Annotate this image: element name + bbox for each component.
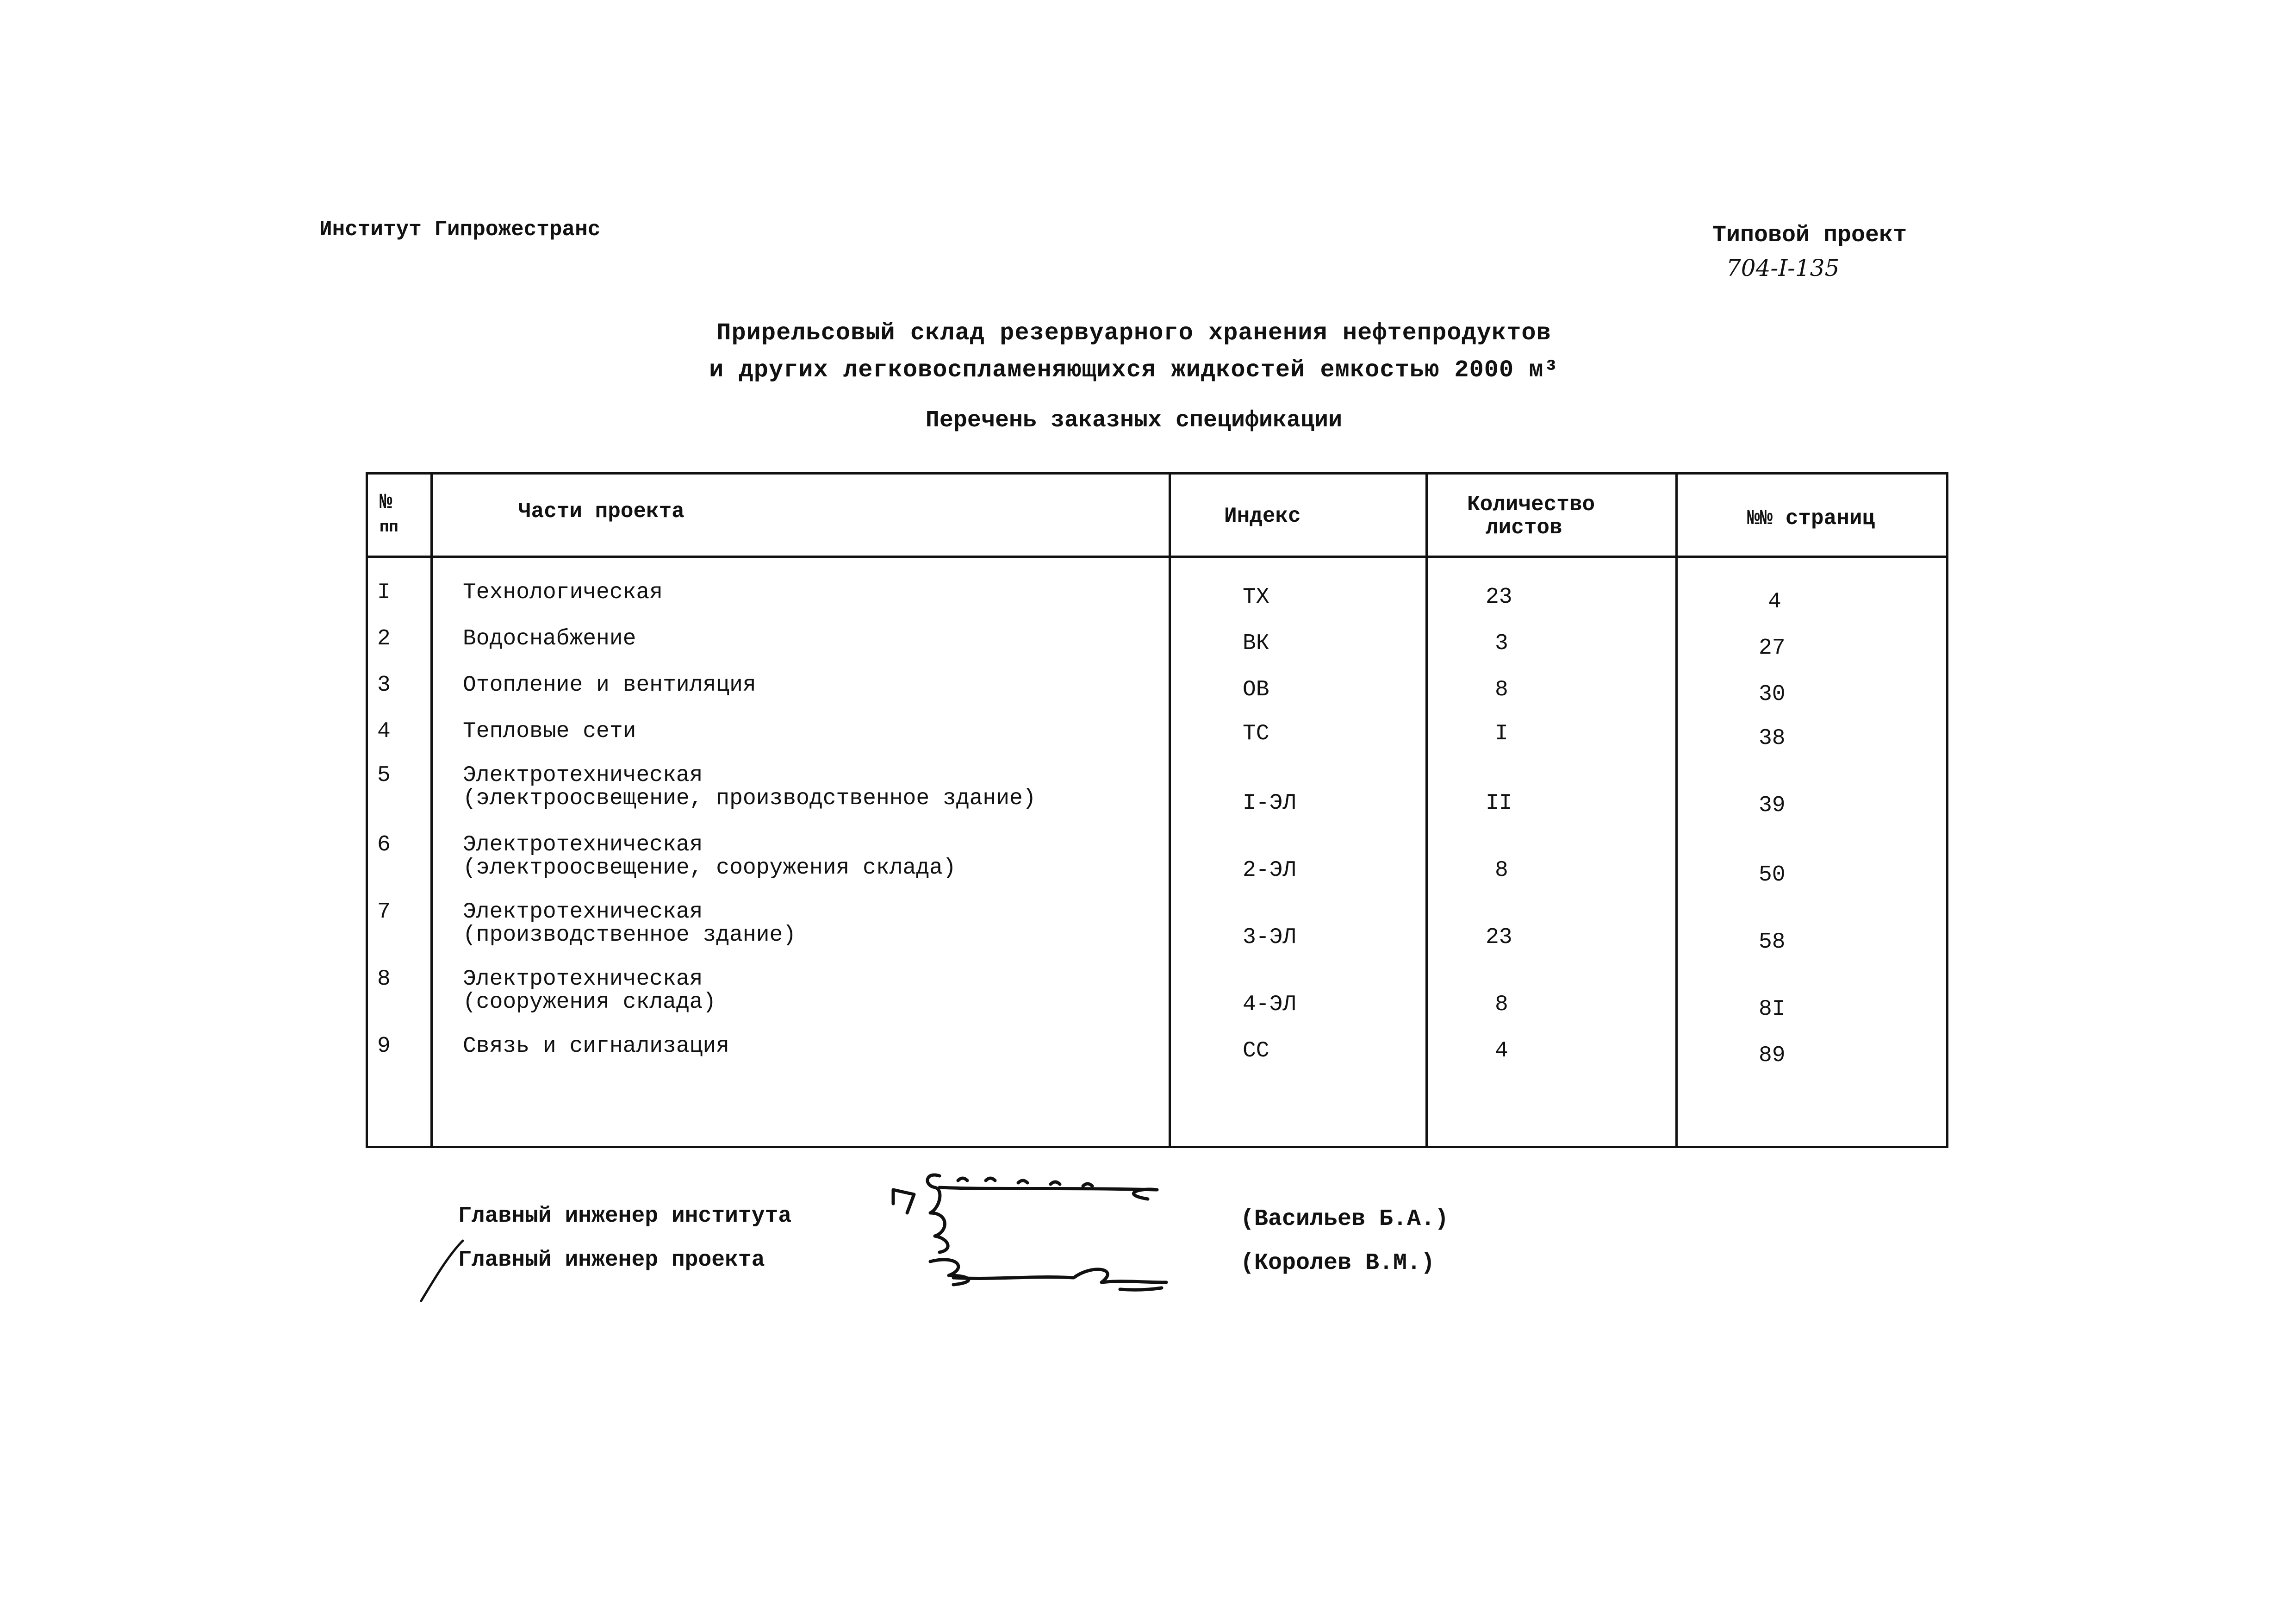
document-title-line-1: Прирельсовый склад резервуарного хранения нефтепродуктов [716, 319, 1551, 347]
row-part: Тепловые сети [463, 719, 636, 744]
header-sheets-line2: листов [1486, 516, 1562, 540]
document-title-line-2: и других легковоспламеняющихся жидкостей емкостью 2000 м³ [709, 356, 1559, 384]
row-num: 3 [377, 673, 391, 698]
table-header-divider [366, 556, 1948, 558]
row-sheets: 23 [1486, 585, 1512, 610]
row-index: ОВ [1243, 677, 1269, 702]
column-divider [430, 472, 433, 1148]
signature-stroke [1120, 1288, 1162, 1290]
project-number: 704-I-135 [1726, 255, 1840, 281]
margin-mark [412, 1236, 472, 1305]
row-index: ТХ [1243, 585, 1269, 610]
signature-stroke [893, 1190, 914, 1213]
row-num: 6 [377, 832, 391, 857]
header-index: Индекс [1224, 504, 1301, 528]
row-num: 9 [377, 1034, 391, 1059]
column-divider [1675, 472, 1678, 1148]
typical-project-label: Типовой проект [1712, 222, 1907, 249]
row-sheets: I [1495, 721, 1508, 746]
row-part: Отопление и вентиляция [463, 673, 756, 698]
header-sheets-line1: Количество [1467, 493, 1595, 517]
row-page: 58 [1759, 930, 1786, 955]
row-sheets: 8 [1495, 677, 1508, 702]
row-part: Электротехническая [463, 763, 703, 788]
row-sheets: 8 [1495, 858, 1508, 883]
table-top-border [366, 472, 1948, 475]
row-part: Электротехническая [463, 832, 703, 857]
row-num: I [377, 580, 391, 605]
row-part: Связь и сигнализация [463, 1034, 730, 1059]
header-num-sub: пп [380, 519, 398, 537]
table-right-border [1946, 472, 1948, 1148]
row-page: 89 [1759, 1043, 1786, 1068]
row-page: 30 [1759, 682, 1786, 707]
row-index: I-ЭЛ [1243, 791, 1296, 816]
row-page: 39 [1759, 793, 1786, 818]
handwritten-signatures [879, 1143, 1231, 1296]
row-index: 3-ЭЛ [1243, 925, 1296, 950]
chief-engineer-institute-name: (Васильев Б.А.) [1240, 1206, 1449, 1232]
row-sheets: 3 [1495, 631, 1508, 656]
row-num: 7 [377, 899, 391, 924]
table-left-border [366, 472, 368, 1148]
header-part: Части проекта [518, 500, 684, 524]
row-part-detail: (производственное здание) [463, 923, 796, 948]
row-part-detail: (сооружения склада) [463, 990, 716, 1015]
row-page: 4 [1768, 589, 1781, 614]
row-num: 5 [377, 763, 391, 788]
chief-engineer-project-title: Главный инженер проекта [458, 1248, 765, 1273]
signature-stroke [953, 1269, 1166, 1282]
signature-stroke [930, 1260, 969, 1285]
row-page: 50 [1759, 862, 1786, 887]
header-pages: №№ страниц [1747, 506, 1875, 531]
margin-mark-stroke [421, 1241, 463, 1301]
row-part-detail: (электроосвещение, производственное здание) [463, 786, 1036, 811]
specification-table [366, 472, 1948, 1148]
row-sheets: 8 [1495, 992, 1508, 1017]
document-subtitle: Перечень заказных спецификации [925, 407, 1343, 434]
row-part: Электротехническая [463, 899, 703, 924]
row-part: Технологическая [463, 580, 663, 605]
row-num: 4 [377, 719, 391, 744]
institute-name: Институт Гипрожестранс [319, 218, 601, 242]
row-index: ВК [1243, 631, 1269, 656]
row-part: Электротехническая [463, 967, 703, 992]
row-part: Водоснабжение [463, 626, 636, 651]
row-num: 2 [377, 626, 391, 651]
row-index: СС [1243, 1038, 1269, 1063]
row-index: 2-ЭЛ [1243, 858, 1296, 883]
row-sheets: 23 [1486, 925, 1512, 950]
chief-engineer-project-name: (Королев В.М.) [1240, 1250, 1435, 1276]
header-num: № [380, 490, 392, 514]
row-sheets: 4 [1495, 1038, 1508, 1063]
column-divider [1425, 472, 1428, 1148]
row-num: 8 [377, 967, 391, 992]
row-index: ТС [1243, 721, 1269, 746]
row-index: 4-ЭЛ [1243, 992, 1296, 1017]
signature-stroke [958, 1178, 1092, 1186]
row-page: 38 [1759, 726, 1786, 751]
row-page: 27 [1759, 636, 1786, 661]
column-divider [1169, 472, 1171, 1148]
row-page: 8I [1759, 997, 1786, 1022]
chief-engineer-institute-title: Главный инженер института [458, 1204, 792, 1229]
signature-stroke [940, 1187, 1157, 1199]
row-sheets: II [1486, 791, 1512, 816]
row-part-detail: (электроосвещение, сооружения склада) [463, 856, 956, 881]
